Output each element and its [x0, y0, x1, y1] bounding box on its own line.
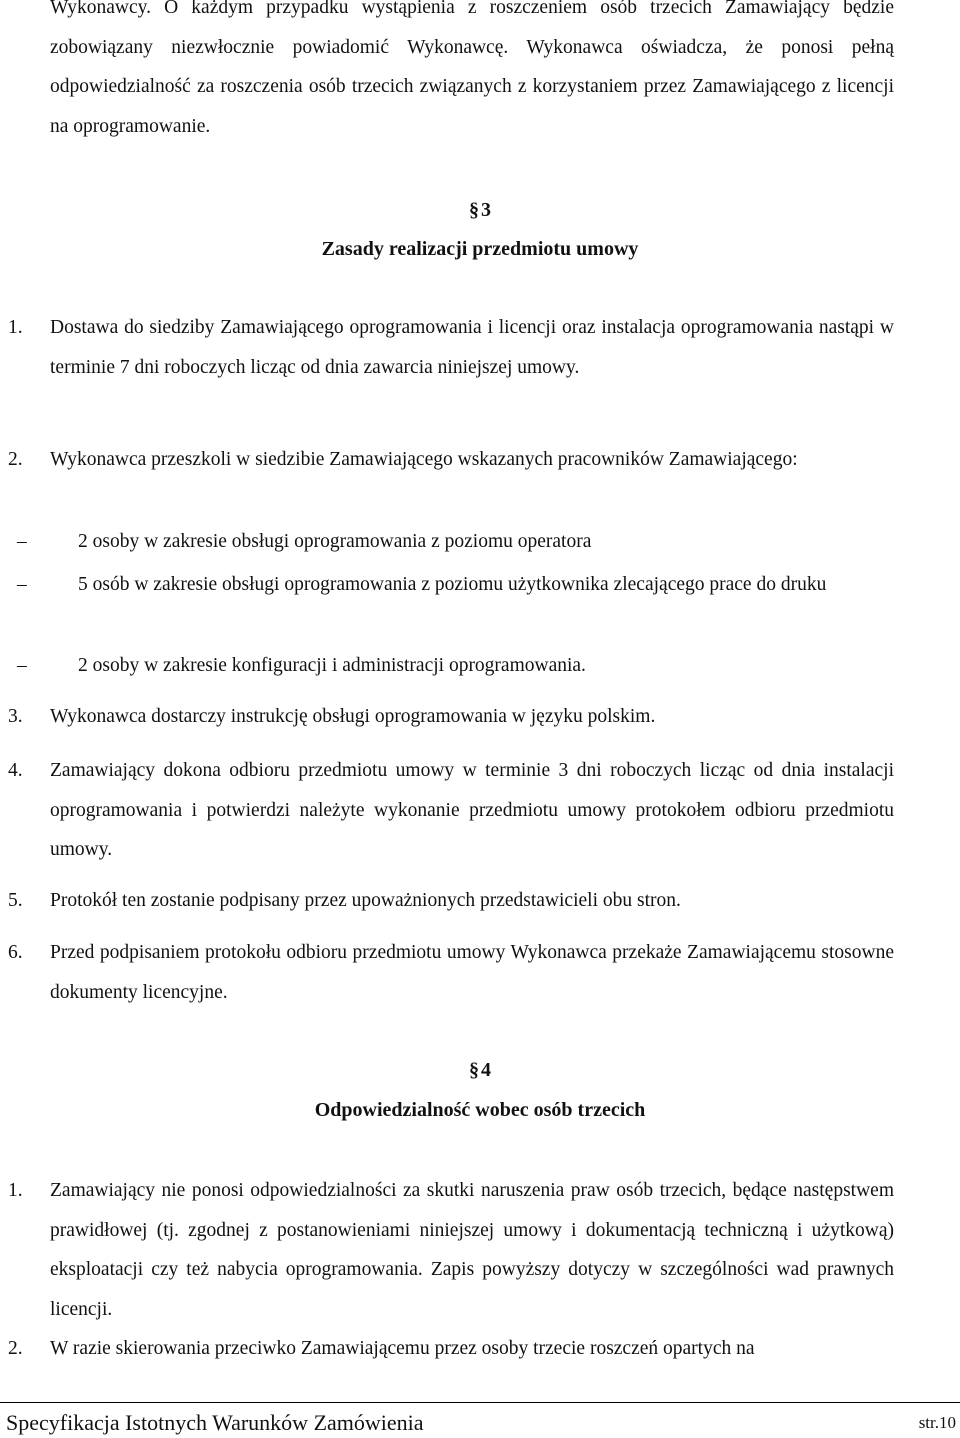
item-text: Protokół ten zostanie podpisany przez upoważnionych przedstawicieli obu stron. — [50, 890, 681, 911]
item-text: Dostawa do siedziby Zamawiającego oprogramowania i licencji oraz instalacja oprogramowania nastąpi w terminie 7 dni roboczych licząc od dnia zawarcia niniejszej umowy. — [50, 317, 894, 378]
item-text: Wykonawca dostarczy instrukcję obsługi oprogramowania w języku polskim. — [50, 706, 656, 727]
section-4-item-1 — [8, 1171, 894, 1329]
item-text: Zamawiający nie ponosi odpowiedzialności za skutki naruszenia praw osób trzecich, będące następstwem prawidłowej (tj. zgodnej z postanowieniami niniejszej umowy i dokumentacją techniczną i użytkową) eksploatacji czy też nabycia oprogramowania. Zapis powyższy dotyczy w szczególności wad prawnych licencji. — [50, 1180, 894, 1320]
section-4-title: Odpowiedzialność wobec osób trzecich — [314, 1099, 646, 1121]
dash-bullet: – — [17, 531, 27, 552]
section-3-heading-number — [0, 198, 960, 222]
page-number: str.10 — [918, 1413, 956, 1432]
section-4-heading-number — [0, 1058, 960, 1082]
item-number: 4. — [8, 760, 23, 781]
intro-paragraph: Wykonawcy. O każdym przypadku wystąpienia z roszczeniem osób trzecich Zamawiający będzie zobowiązany niezwłocznie powiadomić Wykonawcę. Wykonawca oświadcza, że ponosi pełną odpowiedzialność za roszczenia osób trzecich związanych z korzystaniem przez Zamawiającego z licencji na oprogramowanie. — [50, 0, 894, 137]
item-number: 2. — [8, 449, 23, 470]
item-number: 1. — [8, 317, 23, 338]
section-3-item-6 — [8, 933, 894, 1012]
section-number: 4 — [481, 1059, 491, 1081]
item-text: W razie skierowania przeciwko Zamawiającemu przez osoby trzecie roszczeń opartych na — [50, 1338, 755, 1359]
training-list-item-3 — [17, 646, 894, 686]
item-text: Wykonawca przeszkoli w siedzibie Zamawiającego wskazanych pracowników Zamawiającego: — [50, 449, 798, 470]
footer-divider — [0, 1402, 960, 1403]
item-number: 6. — [8, 942, 23, 963]
item-text: Przed podpisaniem protokołu odbioru przedmiotu umowy Wykonawca przekaże Zamawiającemu stosowne dokumenty licencyjne. — [50, 942, 894, 1003]
dash-bullet: – — [17, 655, 27, 676]
section-4-item-2 — [8, 1329, 894, 1369]
footer-title: Specyfikacja Istotnych Warunków Zamówienia — [6, 1410, 424, 1435]
section-number: 3 — [481, 199, 491, 221]
section-symbol: § — [469, 199, 479, 221]
section-3-item-2 — [8, 440, 894, 480]
dash-bullet: – — [17, 574, 27, 595]
section-3-item-5 — [8, 881, 894, 921]
section-3-item-3 — [8, 697, 894, 737]
item-number: 3. — [8, 706, 23, 727]
training-list-item-2 — [17, 565, 894, 605]
item-number: 2. — [8, 1338, 23, 1359]
list-item-text: 5 osób w zakresie obsługi oprogramowania z poziomu użytkownika zlecającego prace do druku — [78, 574, 827, 595]
section-3-title: Zasady realizacji przedmiotu umowy — [321, 238, 639, 260]
section-3-item-1 — [8, 308, 894, 387]
item-number: 5. — [8, 890, 23, 911]
training-list-item-1 — [17, 522, 894, 562]
list-item-text: 2 osoby w zakresie obsługi oprogramowania z poziomu operatora — [78, 531, 592, 552]
section-symbol: § — [469, 1059, 479, 1081]
section-3-item-4 — [8, 751, 894, 870]
item-text: Zamawiający dokona odbioru przedmiotu umowy w terminie 3 dni roboczych licząc od dnia instalacji oprogramowania i potwierdzi należyte wykonanie przedmiotu umowy protokołem odbioru przedmiotu umowy. — [50, 760, 894, 861]
list-item-text: 2 osoby w zakresie konfiguracji i administracji oprogramowania. — [78, 655, 586, 676]
item-number: 1. — [8, 1180, 23, 1201]
